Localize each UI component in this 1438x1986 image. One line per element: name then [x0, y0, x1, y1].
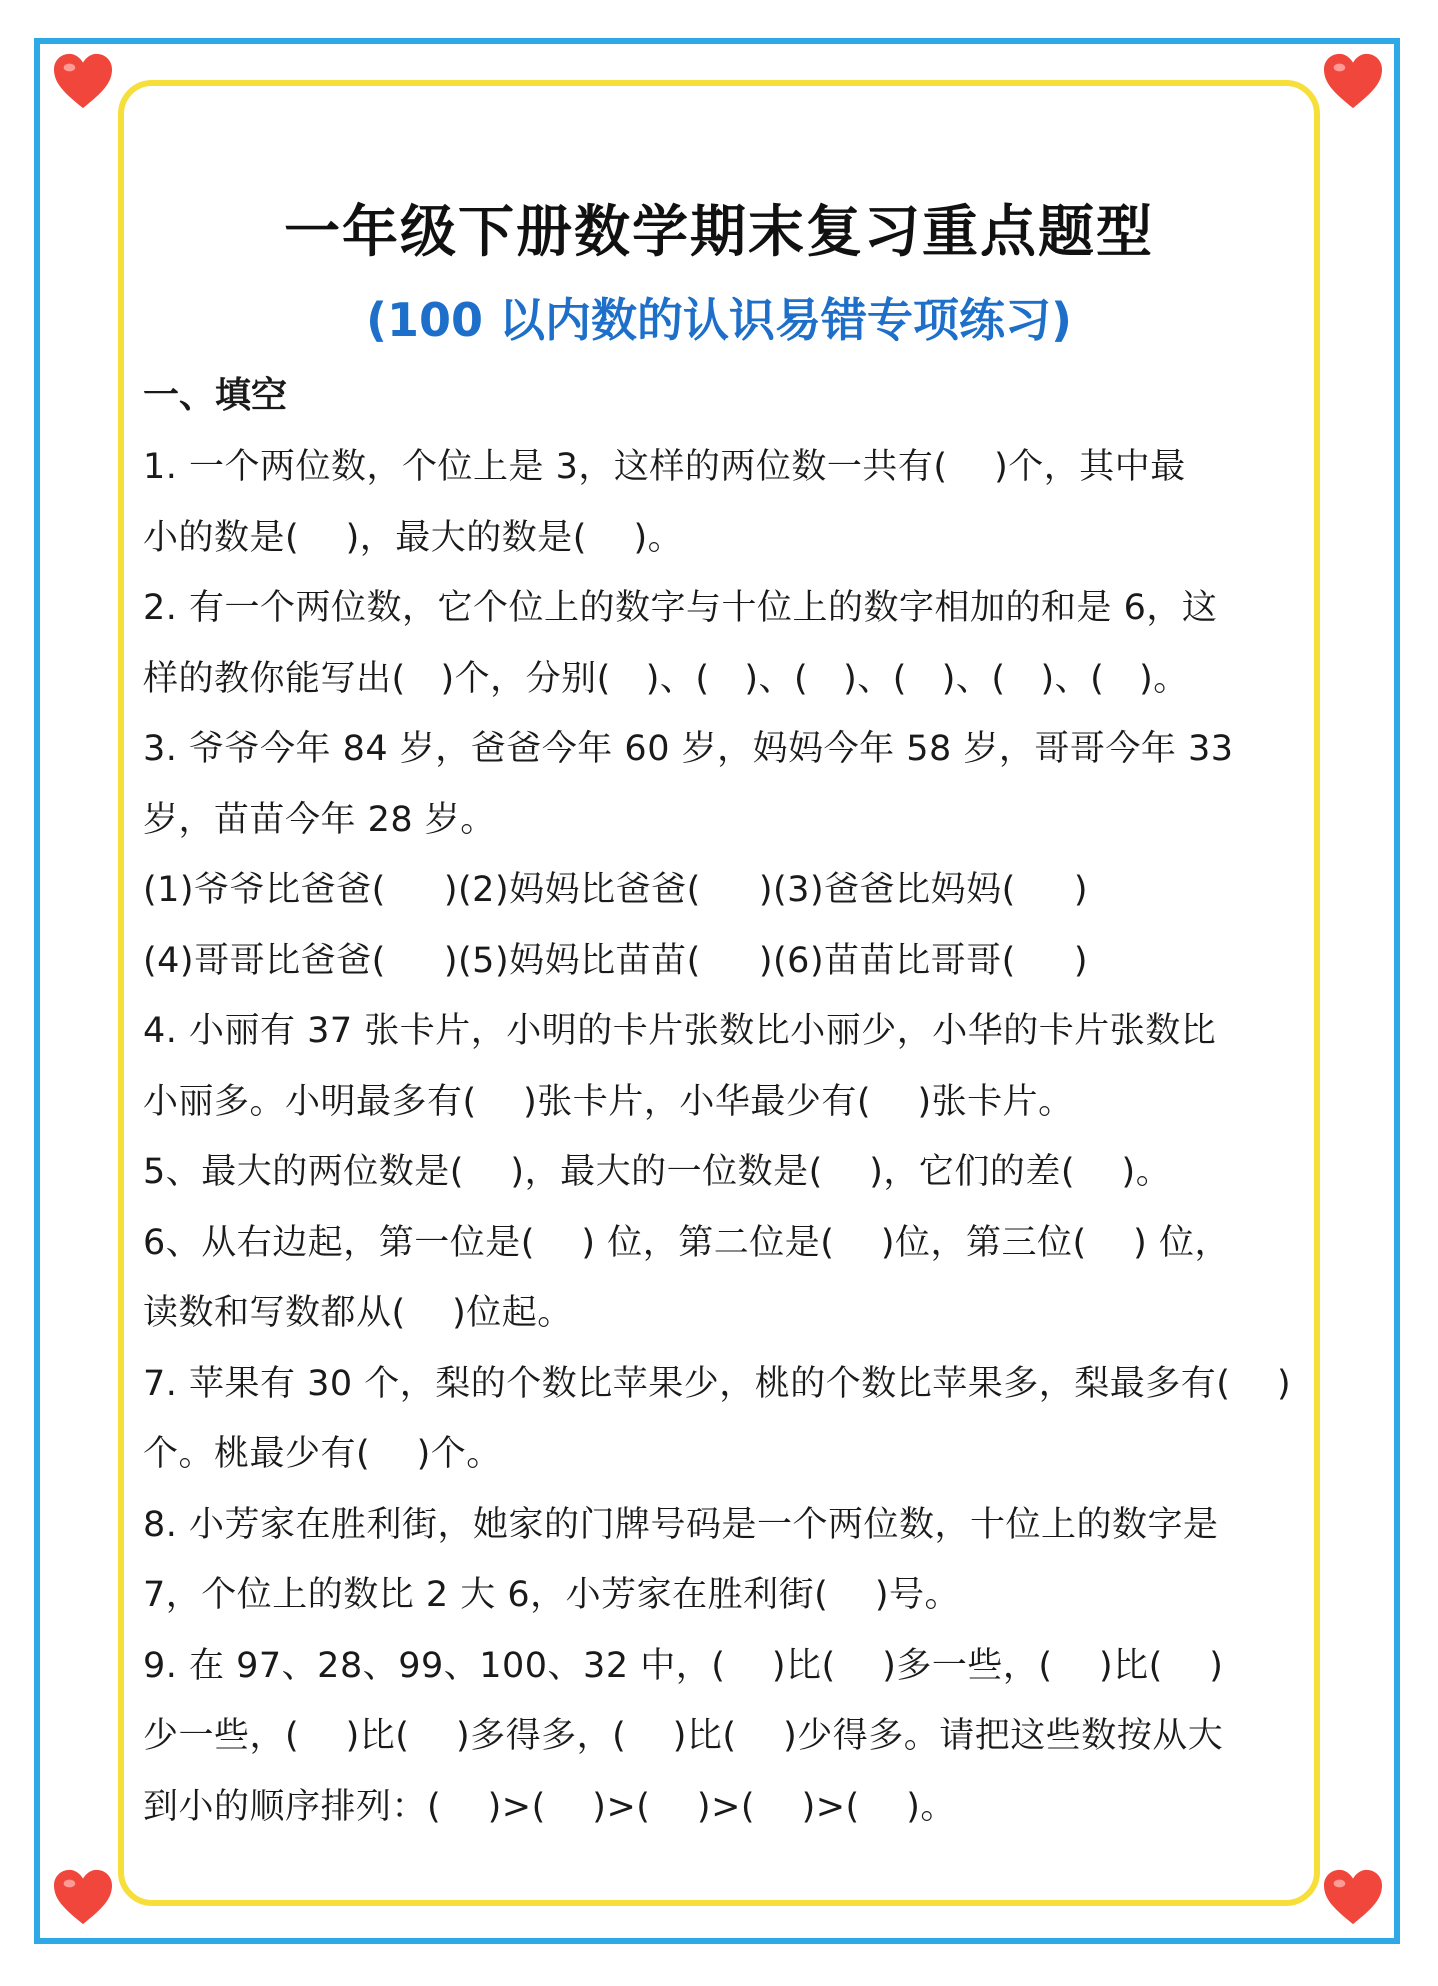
question-line: 读数和写数都从( )位起。 — [143, 1293, 573, 1333]
question-line: 5、最大的两位数是( )，最大的一位数是( )，它们的差( )。 — [143, 1152, 1172, 1192]
page-title: 一年级下册数学期末复习重点题型 — [284, 200, 1154, 265]
page-subtitle: (100 以内数的认识易错专项练习) — [365, 293, 1073, 347]
heart-icon — [1322, 1868, 1384, 1926]
question-line: 样的教你能写出( )个，分别( )、( )、( )、( )、( )、( )。 — [143, 658, 1189, 699]
question-line: 6、从右边起，第一位是( ) 位，第二位是( )位，第三位( ) 位， — [143, 1222, 1230, 1263]
question-line: 8. 小芳家在胜利街，她家的门牌号码是一个两位数，十位上的数字是 — [143, 1504, 1219, 1545]
worksheet-body — [143, 360, 1303, 1842]
question-line: 3. 爷爷今年 84 岁，爸爸今年 60 岁，妈妈今年 58 岁，哥哥今年 33 — [143, 729, 1234, 769]
heart-icon — [52, 52, 114, 110]
question-line: 2. 有一个两位数，它个位上的数字与十位上的数字相加的和是 6，这 — [143, 588, 1218, 628]
question-line: 个。桃最少有( )个。 — [143, 1434, 502, 1474]
section-heading: 一、填空 — [143, 375, 288, 416]
question-line: 1. 一个两位数，个位上是 3，这样的两位数一共有( )个，其中最 — [143, 447, 1186, 487]
question-line: 小的数是( )，最大的数是( )。 — [143, 517, 684, 558]
heart-icon — [1322, 52, 1384, 110]
question-line: 7，个位上的数比 2 大 6，小芳家在胜利街( )号。 — [143, 1575, 960, 1615]
question-line: 少一些，( )比( )多得多，( )比( )少得多。请把这些数按从大 — [143, 1716, 1224, 1756]
question-line: (1)爷爷比爸爸( )(2)妈妈比爸爸( )(3)爸爸比妈妈( ) — [143, 870, 1089, 910]
question-line: 4. 小丽有 37 张卡片，小明的卡片张数比小丽少，小华的卡片张数比 — [143, 1011, 1217, 1051]
heart-icon — [52, 1868, 114, 1926]
question-line: 9. 在 97、28、99、100、32 中，( )比( )多一些，( )比( ) — [143, 1645, 1224, 1686]
question-line: (4)哥哥比爸爸( )(5)妈妈比苗苗( )(6)苗苗比哥哥( ) — [143, 940, 1089, 981]
question-line: 到小的顺序排列：( )>( )>( )>( )>( )。 — [143, 1786, 956, 1827]
question-line: 小丽多。小明最多有( )张卡片，小华最少有( )张卡片。 — [143, 1081, 1074, 1122]
question-line: 7. 苹果有 30 个，梨的个数比苹果少，桃的个数比苹果多，梨最多有( ) — [143, 1363, 1292, 1404]
question-line: 岁，苗苗今年 28 岁。 — [143, 799, 496, 840]
